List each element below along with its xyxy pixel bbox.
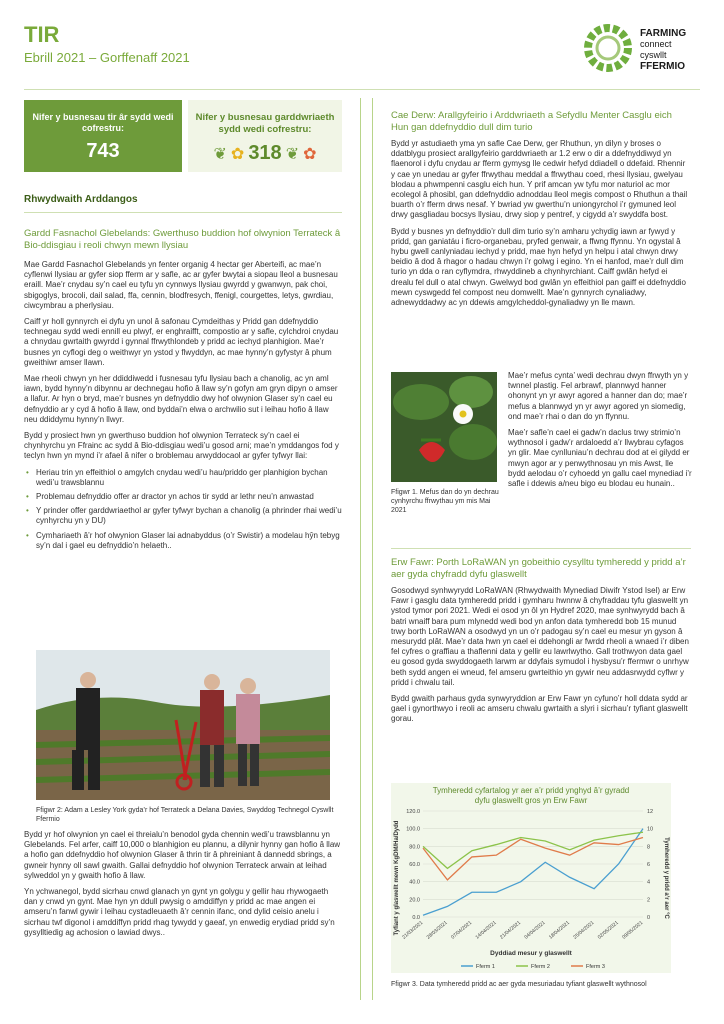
paragraph: Mae Gardd Fasnachol Glebelands yn fenter organig 4 hectar ger Aberteifi, ac mae’n cyflenwi llysiau ar gyfer siop fferm ar y safle, ac ar gyfer bwytai a siopau lleol a busnesau eraill. Mae’r cnydau sy’n cael eu tyfu yn cynnwys llysiau gwyrdd y gwanwyn, pak choi, sbigoglys, brocoli, dail salad, ffa, cennin, blodfresych, ffenigl, courgettes, letys, gwrdiau, ciwcymbrau a pherlysiau.: [24, 260, 338, 310]
chart-x-tick-label: 25/04/2021: [572, 919, 596, 941]
chart-x-tick-label: 07/04/2021: [450, 919, 474, 941]
chart-x-tick-label: 04/04/2021: [523, 919, 547, 941]
article-glebelands: [24, 228, 342, 557]
figure-3-caption: Ffigwr 3. Data tymheredd pridd ac aer gyda mesuriadau tyfiant glaswellt wythnosol: [391, 981, 647, 988]
farming-connect-logo: [582, 22, 712, 80]
paragraph: Mae rheoli chwyn yn her ddiddiwedd i fusnesau tyfu llysiau bach a chanolig, ac yn aml iawn, bydd hynny’n dibynnu ar dechnegau hofio â llaw sy’n gofyn am gryn dipyn o amser a llafur. Ar hyn o bryd, mae’r busnes yn defnyddio dwy hof olwynion Glaser sy’n cael eu defnyddio ar y cyd â hofio â llaw, ond byddai’n elwa o archwilio sut i leihau hofio â llaw neu ddiddymu hynny’n llwyr.: [24, 374, 338, 424]
figure-2-photo: [36, 650, 330, 800]
logo-ring-icon: [582, 22, 634, 74]
chart-y2-tick-label: 2: [647, 897, 651, 904]
chart-x-tick-label: 28/03/2021: [425, 919, 449, 941]
stat-arable-value: 743: [86, 140, 120, 162]
chart-x-ticks: [401, 920, 644, 941]
chart-title-line2: dyfu glaswellt gros yn Erw Fawr: [474, 796, 588, 805]
paragraph: Caiff yr holl gynnyrch ei dyfu yn unol â safonau Cymdeithas y Pridd gan ddefnyddio technegau sydd wedi ennill eu plwyf, er enghraifft, compostio ar y safle, cylchdroi cnydau a chnydau gwrtaith gwyrdd i gynnal ffrwythlondeb y pridd ac iechyd planhigion. Mae’r busnes yn cyflogi deg o weithwyr yn ystod y flwyddyn, ac mae hynny’n gyfystyr â phum gweithiwr amser llawn.: [24, 317, 339, 367]
chart-x-tick-label: 18/04/2021: [547, 919, 571, 941]
stat-horticulture-label: Nifer y busnesau garddwriaeth sydd wedi cofrestru:: [195, 112, 335, 135]
figure-1-caption: Ffigwr 1. Mefus dan do yn dechrau cynhyrchu ffrwythau ym mis Mai 2021: [391, 489, 499, 514]
logo-line1: FARMING: [640, 28, 687, 39]
article-cae-derw-continued: [508, 371, 692, 495]
flower-icon: ✿: [303, 145, 317, 163]
stat-horticulture-businesses: [188, 100, 342, 172]
section-heading: Rhwydwaith Arddangos: [24, 194, 138, 205]
chart-y2-ticks: [647, 809, 653, 921]
chart-x-tick-label: 09/05/2021: [621, 919, 645, 941]
paragraph: Mae’r safle’n cael ei gadw’n daclus trwy strimio’n wythnosol i gadw’r ardaloedd a’r llwybrau cyfagos yn glir. Mae cynlluniau’n dechrau dod at ei gilydd er mwyn agor ar y penwythnosau yn mis Awst, lle bydd aelodau o’r cyhoedd yn gallu cael mynediad i’r safle i ddewis a/neu bigo eu blodau eu hunain..: [508, 428, 692, 489]
chart-y-ticks: [406, 809, 420, 921]
chart-y2-axis-label: Tymheredd y pridd a’r aer °C: [663, 837, 669, 919]
bullet-item: • Heriau trin yn effeithiol o amgylch cnydau wedi’u hau/priddo ger planhigion bychan wedi’u trawsblannu: [36, 468, 342, 488]
bullet-item: • Y prinder offer garddwriaethol ar gyfer tyfwyr bychan a chanolig (a phrinder rhai wedi’u cynhyrchu yn y DU): [36, 506, 342, 526]
chart-y-tick-label: 120.0: [406, 809, 420, 815]
chart-y-tick-label: 60.0: [409, 862, 420, 868]
article-glebelands-continued: [24, 830, 342, 944]
chart-y-tick-label: 40.0: [409, 879, 420, 886]
chart-y2-tick-label: 8: [647, 844, 651, 851]
paragraph: Gosodwyd synhwyrydd LoRaWAN (Rhwydwaith Mynediad Diwifr Ystod Isel) ar Erw Fawr i gasglu data tymheredd pridd i gymharu hwnnw â chyfraddau tyfu glaswellt yn ystod tymor pori 2021. Wedi ei osod yn ôl yn Hydref 2020, mae synhwyrydd bach â batri wnaiff bara pum mlynedd wedi bod yn anfon data tymheredd bob 15 munud trwy borth LoRaWAN a osodwyd yn un o’r padogau sy’n cael eu mesur yn gyson â mesurydd plât. Mae’r data hwn yn cael ei ddehongli ar fwrdd rheoli a wnaed i’r diben fel cyfres o graffiau a thaflenni data y gellir eu lawrlwytho. Gall trothwyon data gael eu gosod gyda swyddogaeth larwm ar ddyfais symudol i hysbysu’r ffermwr o unrhyw beth sydd angen ei wneud, fel amseru gwrteithio yn gywir neu addasrwydd cyflwr y pridd i chwalu tail.: [391, 586, 689, 687]
bullet-item: • Cymhariaeth â’r hof olwynion Glaser lai adnabyddus (o’r Swistir) a modelau hŷn tebyg sy’n dal i gael eu defnyddio’n helaeth..: [36, 531, 342, 551]
chart-x-tick-label: 21/03/2021: [401, 919, 425, 941]
chart-x-tick-label: 14/04/2021: [474, 919, 498, 941]
sprout-icon: ❦: [213, 145, 227, 163]
article-erw-fawr-title: Erw Fawr: Porth LoRaWAN yn gobeithio cysylltu tymheredd y pridd a’r aer gyda chyfradd dyfu glaswellt: [391, 557, 686, 580]
page-title: TIR: [24, 22, 60, 47]
logo-line3: cyswllt: [640, 50, 667, 60]
column-divider-left: [360, 98, 361, 1000]
paragraph: Bydd y prosiect hwn yn gwerthuso buddion hof olwynion Terrateck sy’n cael ei chynhyrchu yn Ffrainc ac sydd â Bio-ddisgiau wedi’u gosod arni; mae’n ymddangos fod y teclyn hwn yn mynd i’r afael â nifer o broblemau arwyddocaol ar gyfer tyfwyr llai:: [24, 431, 339, 461]
figure-1-photo: [391, 372, 497, 482]
header-divider: [24, 89, 700, 90]
figure-2-caption: Ffigwr 2: Adam a Lesley York gyda’r hof Terrateck a Delana Davies, Swyddog Technegol Cyswllt Ffermio: [36, 807, 334, 823]
stat-horticulture-value: 318: [248, 142, 282, 164]
chart-y2-tick-label: 6: [647, 862, 651, 868]
paragraph: Bydd gwaith parhaus gyda synwyryddion ar Erw Fawr yn cyfuno’r holl ddata sydd ar gael i gynorthwyo i reoli ac amseru chwalu gwrtaith a slyri i sicrhau’r tyfiant glaswellt gorau.: [391, 694, 688, 724]
chart-y-tick-label: 20.0: [409, 897, 420, 904]
stat-arable-businesses: [24, 100, 182, 172]
chart-y-tick-label: 100.0: [406, 826, 420, 833]
page-subtitle: Ebrill 2021 – Gorffenaff 2021: [24, 50, 190, 65]
logo-line4: FFERMIO: [640, 61, 685, 72]
paragraph: Bydd y busnes yn defnyddio’r dull dim turio sy’n amharu ychydig iawn ar fywyd y pridd, gan ganiatáu i ficro-organebau, pryfed genwair, a ffwng ffynnu. Yn ogystal â hybu gwell canlyniadau iechyd y pridd, mae hyn hefyd yn helpu i atal chwyn drwy beidio â dod â rhagor o hadau chwyn i’r golwg i egino. Yn ei hanfod, mae’r dull dim turio yn dda o ran cyflymdra, rhwyddineb a chynhyrchiant. Caiff gwlân hefyd ei drealu fel dull o atal chwyn. Gwelwyd bod gwlân yn effeithiol pan gaiff ei ddefnyddio mewn cyswgedd fel compost neu domwellt. Mae’n gynnyrch cynaliadwy, adnewyddadwy ac yn ddewis amgylcheddol-gynaliadwy yn lle mawn.: [391, 226, 687, 308]
chart-x-tick-label: 02/05/2021: [596, 919, 620, 941]
column-divider-right: [372, 98, 373, 1000]
article-cae-derw: [391, 110, 691, 314]
chart-y-tick-label: 80.0: [409, 844, 420, 851]
article-erw-fawr: [391, 548, 691, 731]
chart-y-axis-label: Tyfiant y glaswellt mewn KgDM/Ha/Dydd: [394, 820, 400, 936]
paragraph: Yn ychwanegol, bydd sicrhau cnwd glanach yn gynt yn golygu y gellir hau rhywogaeth dan y cnwd yn gynt. Mae hyn yn ddull pwysig o amddiffyn y pridd ac mae angen ei amseru’n fanwl gywir i leihau cystadleuaeth â’r cennin ifanc, ond dylid ceisio anelu i sicrhau twf digonol i amddiffyn pridd rhag tywydd y gaeaf, yn enwedig erydiad pridd sy’n gysylltiedig ag achosion o lawiad dwys..: [24, 887, 335, 937]
chart-y2-tick-label: 12: [647, 809, 654, 815]
temperature-growth-chart: [391, 783, 671, 973]
chart-series: [423, 829, 643, 916]
chart-x-tick-label: 21/04/2021: [499, 919, 523, 941]
chart-x-axis-label: Dyddiad mesur y glaswellt: [490, 950, 572, 957]
section-divider: [24, 212, 342, 213]
logo-line2: connect: [640, 39, 672, 49]
chart-svg: [391, 783, 671, 973]
paragraph: Bydd yr astudiaeth yma yn safle Cae Derw, ger Rhuthun, yn dilyn y broses o ddatblygu prosiect arallgyfeirio garddwriaeth ar 1.2 erw o dir a ddefnyddiwyd yn flaenorol i dyfu cnydau ar fferm gymysg lle cedwir hefyd ddiadell o ddefaid. Rhennir y cae yn unedau ar gyfer ffrwythau meddal a ffrwythau coed, rhesi llysiau, gwelyau blodau a phwmpenni casglu eich hun. Y prif amcan yw tyfu mor naturiol ac mor ecolegol â phosibl, gan ddefnyddio adnoddau lleol megis compost o Rhuthun a thail buarth o’r fferm drws nesaf. Y bwriad yw gwerthu’n uniongyrchol i’r gymuned leol drwy gasgliadau bocsys llysiau, drwy siop y pentref, y cigydd a’r swyddfa bost.: [391, 139, 688, 220]
bullet-item: • Problemau defnyddio offer ar dractor yn achos tir sydd ar lethr neu’n anwastad: [36, 492, 342, 502]
bullet-list: [24, 468, 342, 551]
chart-legend-label: Fferm 1: [476, 964, 495, 970]
chart-y-tick-label: 0.0: [412, 915, 420, 921]
paragraph: Mae’r mefus cynta’ wedi dechrau dwyn ffrwyth yn y twnnel plastig. Fel arbrawf, plannwyd hanner ohonynt yn yr awyr agored a hanner dan do; mae’r mefus a blannwyd yn yr awyr agored yn siomedig, ond mae’r rhai o dan do yn ffynnu.: [508, 371, 689, 421]
chart-y2-tick-label: 10: [647, 826, 654, 833]
chart-title-line1: Tymheredd cyfartalog yr aer a’r pridd ynghyd â’r gyradd: [432, 786, 630, 795]
chart-series-line: [423, 832, 643, 868]
chart-legend-label: Fferm 3: [586, 964, 605, 970]
flower-icon: ✿: [230, 145, 245, 163]
paragraph: Bydd yr hof olwynion yn cael ei threialu’n benodol gyda chennin wedi’u trawsblannu yn Glebelands. Fel arfer, caiff 10,000 o blanhigion eu plannu, a dilynir hynny gan hofio â llaw a hofio gan ddefnyddio hof olwynion Glaser â thrin tir â phreiniant â dannedd sbrings, a gwneir hynny oll sawl gwaith. Gallai defnyddio hof olwynion Terrateck arwain at leihad sylweddol yn y gwaith hofio â llaw.: [24, 830, 341, 880]
chart-y2-tick-label: 0: [647, 915, 651, 921]
sprout-icon: ❦: [285, 145, 300, 163]
chart-legend: [461, 964, 605, 970]
chart-y2-tick-label: 4: [647, 879, 651, 886]
chart-legend-label: Fferm 2: [531, 964, 550, 970]
article-glebelands-title: Gardd Fasnachol Glebelands: Gwerthuso buddion hof olwynion Terrateck â Bio-ddisgiau i reoli chwyn mewn llysiau: [24, 228, 341, 251]
article-cae-derw-title: Cae Derw: Arallgyfeirio i Arddwriaeth a Sefydlu Menter Casglu eich Hun gan ddefnyddio dull dim turio: [391, 110, 672, 133]
stat-arable-label: Nifer y busnesau tir âr sydd wedi cofrestru:: [32, 112, 174, 133]
